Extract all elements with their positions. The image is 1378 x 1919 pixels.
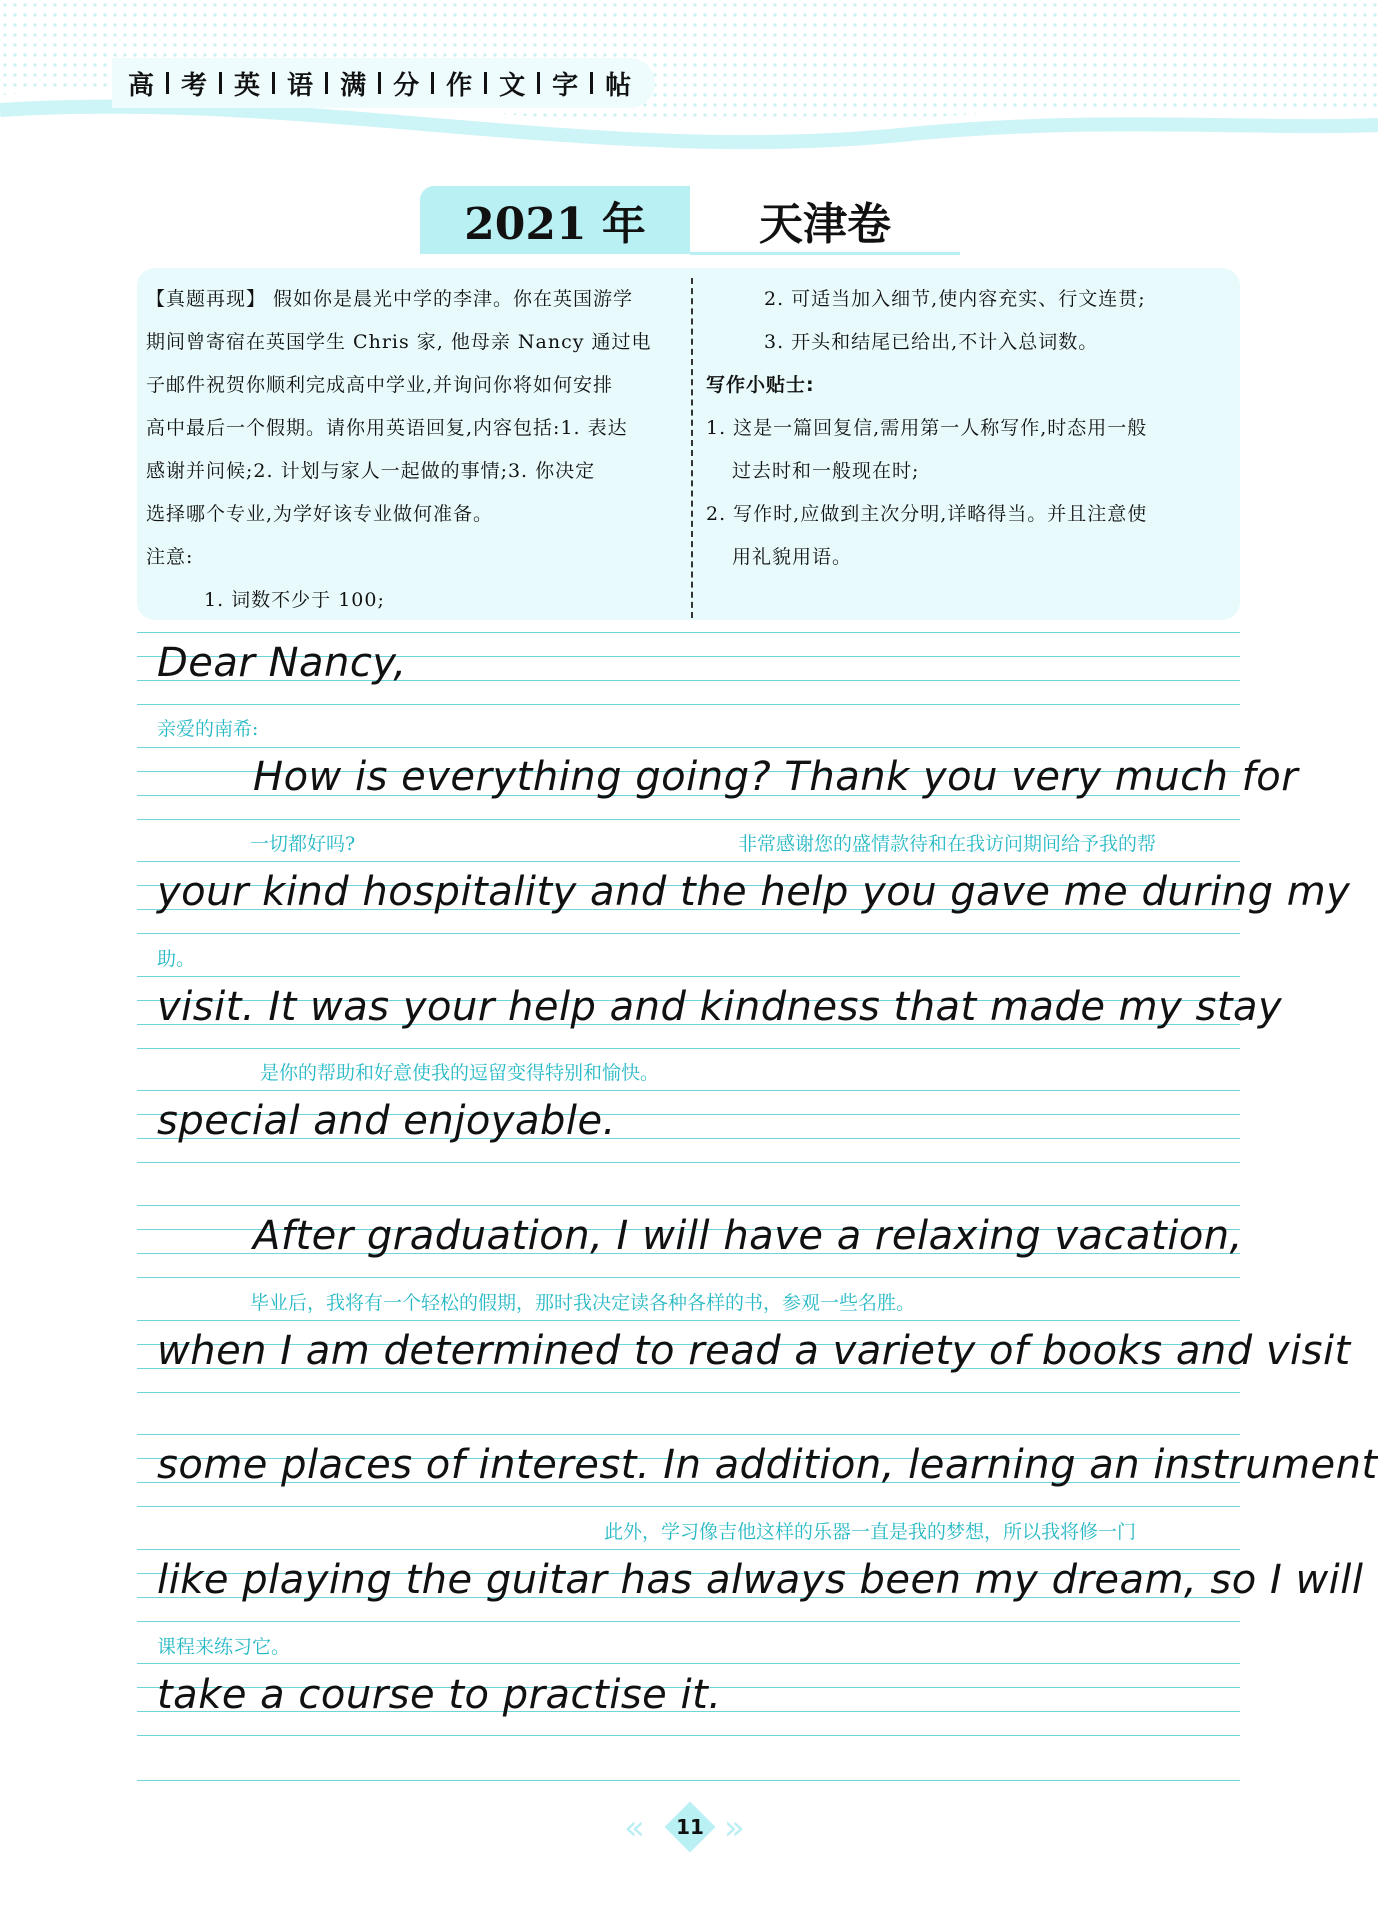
ruled-line — [137, 632, 1240, 633]
book-title-char: 作 — [446, 70, 473, 101]
translation-line: 课程来练习它。 — [157, 1636, 291, 1658]
ruled-line — [137, 933, 1240, 934]
chevron-left-icon: « — [624, 1808, 633, 1848]
prompt-right-line: 过去时和一般现在时; — [732, 460, 920, 482]
essay-line: your kind hospitality and the help you gave me during my — [157, 869, 1351, 915]
prompt-left-line: 子邮件祝贺你顺利完成高中学业,并询问你将如何安排 — [146, 374, 614, 396]
separator — [431, 72, 434, 94]
prompt-right-line: 3. 开头和结尾已给出,不计入总词数。 — [764, 331, 1099, 353]
separator — [166, 72, 169, 94]
year-label: 2021 年 — [420, 186, 690, 254]
page-number-text: 11 — [676, 1815, 704, 1839]
book-title-char: 字 — [552, 70, 579, 101]
ruled-line — [137, 1048, 1240, 1049]
ruled-line — [137, 819, 1240, 820]
prompt-right-line: 用礼貌用语。 — [732, 546, 853, 568]
ruled-line — [137, 704, 1240, 705]
prompt-left-line: 选择哪个专业,为学好该专业做何准备。 — [146, 503, 494, 525]
writing-tips-heading: 写作小贴士: — [706, 374, 815, 396]
book-title-char: 分 — [393, 70, 420, 101]
separator — [537, 72, 540, 94]
ruled-line — [137, 1090, 1240, 1091]
ruled-line — [137, 747, 1240, 748]
separator — [590, 72, 593, 94]
prompt-right-line: 2. 可适当加入细节,使内容充实、行文连贯; — [764, 288, 1146, 310]
ruled-line — [137, 861, 1240, 862]
ruled-line — [137, 1506, 1240, 1507]
essay-line: some places of interest. In addition, learning an instrument — [157, 1442, 1378, 1488]
page-number — [664, 1801, 716, 1853]
separator — [219, 72, 222, 94]
translation-line: 此外，学习像吉他这样的乐器一直是我的梦想，所以我将修一门 — [604, 1521, 1137, 1543]
separator — [325, 72, 328, 94]
ruled-line — [137, 1162, 1240, 1163]
translation-line: 非常感谢您的盛情款待和在我访问期间给予我的帮 — [738, 833, 1157, 855]
translation-line: 毕业后，我将有一个轻松的假期，那时我决定读各种各样的书，参观一些名胜。 — [250, 1292, 916, 1314]
prompt-left-line: 注意: — [146, 546, 194, 568]
translation-line: 亲爱的南希: — [157, 718, 259, 740]
column-divider — [691, 278, 693, 618]
header-underline — [690, 252, 960, 255]
ruled-line — [137, 1434, 1240, 1435]
prompt-right-line: 1. 这是一篇回复信,需用第一人称写作,时态用一般 — [706, 417, 1148, 439]
essay-line: visit. It was your help and kindness that made my stay — [157, 984, 1283, 1030]
prompt-left-line: 1. 词数不少于 100; — [204, 589, 385, 611]
separator — [378, 72, 381, 94]
translation-line: 一切都好吗? — [250, 833, 356, 855]
ruled-line — [137, 1663, 1240, 1664]
book-title-char: 高 — [128, 70, 155, 101]
book-title-char: 英 — [234, 70, 261, 101]
province-label: 天津卷 — [759, 199, 891, 250]
chevron-right-icon: » — [724, 1808, 733, 1848]
ruled-line — [137, 1549, 1240, 1550]
book-title-char: 考 — [181, 70, 208, 101]
essay-line: when I am determined to read a variety of books and visit — [157, 1328, 1351, 1374]
prompt-left-line: 感谢并问候;2. 计划与家人一起做的事情;3. 你决定 — [146, 460, 596, 482]
ruled-line — [137, 1205, 1240, 1206]
book-title — [112, 58, 655, 108]
ruled-line — [137, 1621, 1240, 1622]
book-title-char: 满 — [340, 70, 367, 101]
essay-line: Dear Nancy, — [157, 640, 407, 686]
ruled-line — [137, 1392, 1240, 1393]
essay-line: After graduation, I will have a relaxing vacation, — [253, 1213, 1243, 1259]
book-title-char: 帖 — [605, 70, 632, 101]
separator — [484, 72, 487, 94]
ruled-line — [137, 1277, 1240, 1278]
prompt-left-line: 【真题再现】 假如你是晨光中学的李津。你在英国游学 — [146, 288, 634, 310]
ruled-line — [137, 1735, 1240, 1736]
ruled-line — [137, 976, 1240, 977]
prompt-right-line: 2. 写作时,应做到主次分明,详略得当。并且注意使 — [706, 503, 1148, 525]
translation-line: 是你的帮助和好意使我的逗留变得特别和愉快。 — [260, 1062, 660, 1084]
essay-line: like playing the guitar has always been my dream, so I will — [157, 1557, 1364, 1603]
separator — [272, 72, 275, 94]
prompt-box — [137, 268, 1240, 620]
book-title-char: 文 — [499, 70, 526, 101]
essay-line: How is everything going? Thank you very much for — [253, 754, 1299, 800]
prompt-left-line: 期间曾寄宿在英国学生 Chris 家, 他母亲 Nancy 通过电 — [146, 331, 652, 353]
ruled-line — [137, 1320, 1240, 1321]
book-title-char: 语 — [287, 70, 314, 101]
essay-line: special and enjoyable. — [157, 1098, 616, 1144]
essay-line: take a course to practise it. — [157, 1672, 722, 1718]
prompt-left-line: 高中最后一个假期。请你用英语回复,内容包括:1. 表达 — [146, 417, 628, 439]
translation-line: 助。 — [157, 948, 196, 970]
ruled-line — [137, 1780, 1240, 1781]
